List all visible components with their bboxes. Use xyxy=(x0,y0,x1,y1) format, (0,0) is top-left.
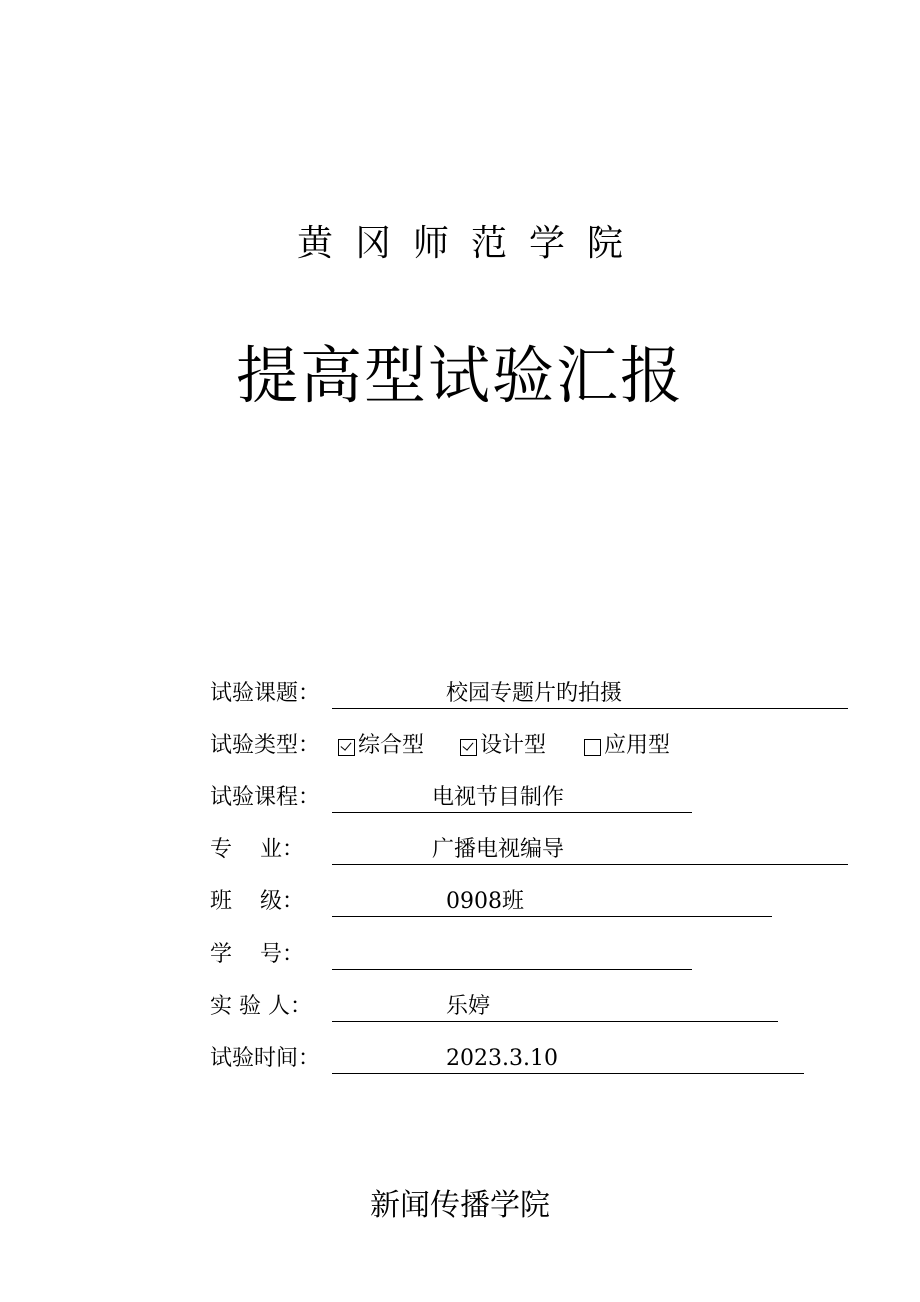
field-student-id-label: 学 号： xyxy=(210,942,304,967)
document-title: 提高型试验汇报 xyxy=(235,339,684,412)
field-date xyxy=(210,1041,850,1077)
checkbox-checked-icon xyxy=(460,739,477,756)
field-experimenter-underline xyxy=(332,989,778,1022)
type-option-label: 应用型 xyxy=(604,733,671,758)
field-course-value: 电视节目制作 xyxy=(432,785,565,810)
institution-name: 黄冈师范学院 xyxy=(296,223,645,264)
checkbox-checked-icon xyxy=(338,739,355,756)
field-date-value: 2023.3.10 xyxy=(446,1046,558,1071)
field-type xyxy=(210,728,850,764)
type-option-label: 综合型 xyxy=(358,733,425,758)
field-class-value: 0908班 xyxy=(446,889,524,914)
type-option-comprehensive[interactable] xyxy=(338,728,424,764)
field-major-underline xyxy=(332,832,848,865)
field-type-label: 试验类型： xyxy=(210,733,321,758)
field-major-value: 广播电视编导 xyxy=(432,837,565,862)
field-topic xyxy=(210,676,850,712)
type-option-label: 设计型 xyxy=(480,733,547,758)
field-class xyxy=(210,884,850,920)
field-student-id-underline[interactable] xyxy=(332,937,692,970)
checkbox-unchecked-icon xyxy=(584,739,601,756)
field-date-underline xyxy=(332,1041,804,1074)
field-topic-value: 校园专题片旳拍摄 xyxy=(446,681,623,706)
field-experimenter xyxy=(210,989,850,1025)
field-class-label: 班 级： xyxy=(210,889,304,914)
field-experimenter-value: 乐婷 xyxy=(446,994,491,1019)
field-date-label: 试验时间： xyxy=(210,1046,321,1071)
field-course xyxy=(210,780,850,816)
field-course-label: 试验课程： xyxy=(210,785,321,810)
field-experimenter-label: 实 验 人： xyxy=(210,994,312,1019)
field-class-underline xyxy=(332,884,772,917)
field-topic-label: 试验课题： xyxy=(210,681,321,706)
field-student-id xyxy=(210,937,850,973)
school-name: 新闻传播学院 xyxy=(370,1188,550,1223)
type-option-application[interactable] xyxy=(584,728,670,764)
field-major-label: 专 业： xyxy=(210,837,304,862)
type-option-design[interactable] xyxy=(460,728,546,764)
field-major xyxy=(210,832,850,868)
